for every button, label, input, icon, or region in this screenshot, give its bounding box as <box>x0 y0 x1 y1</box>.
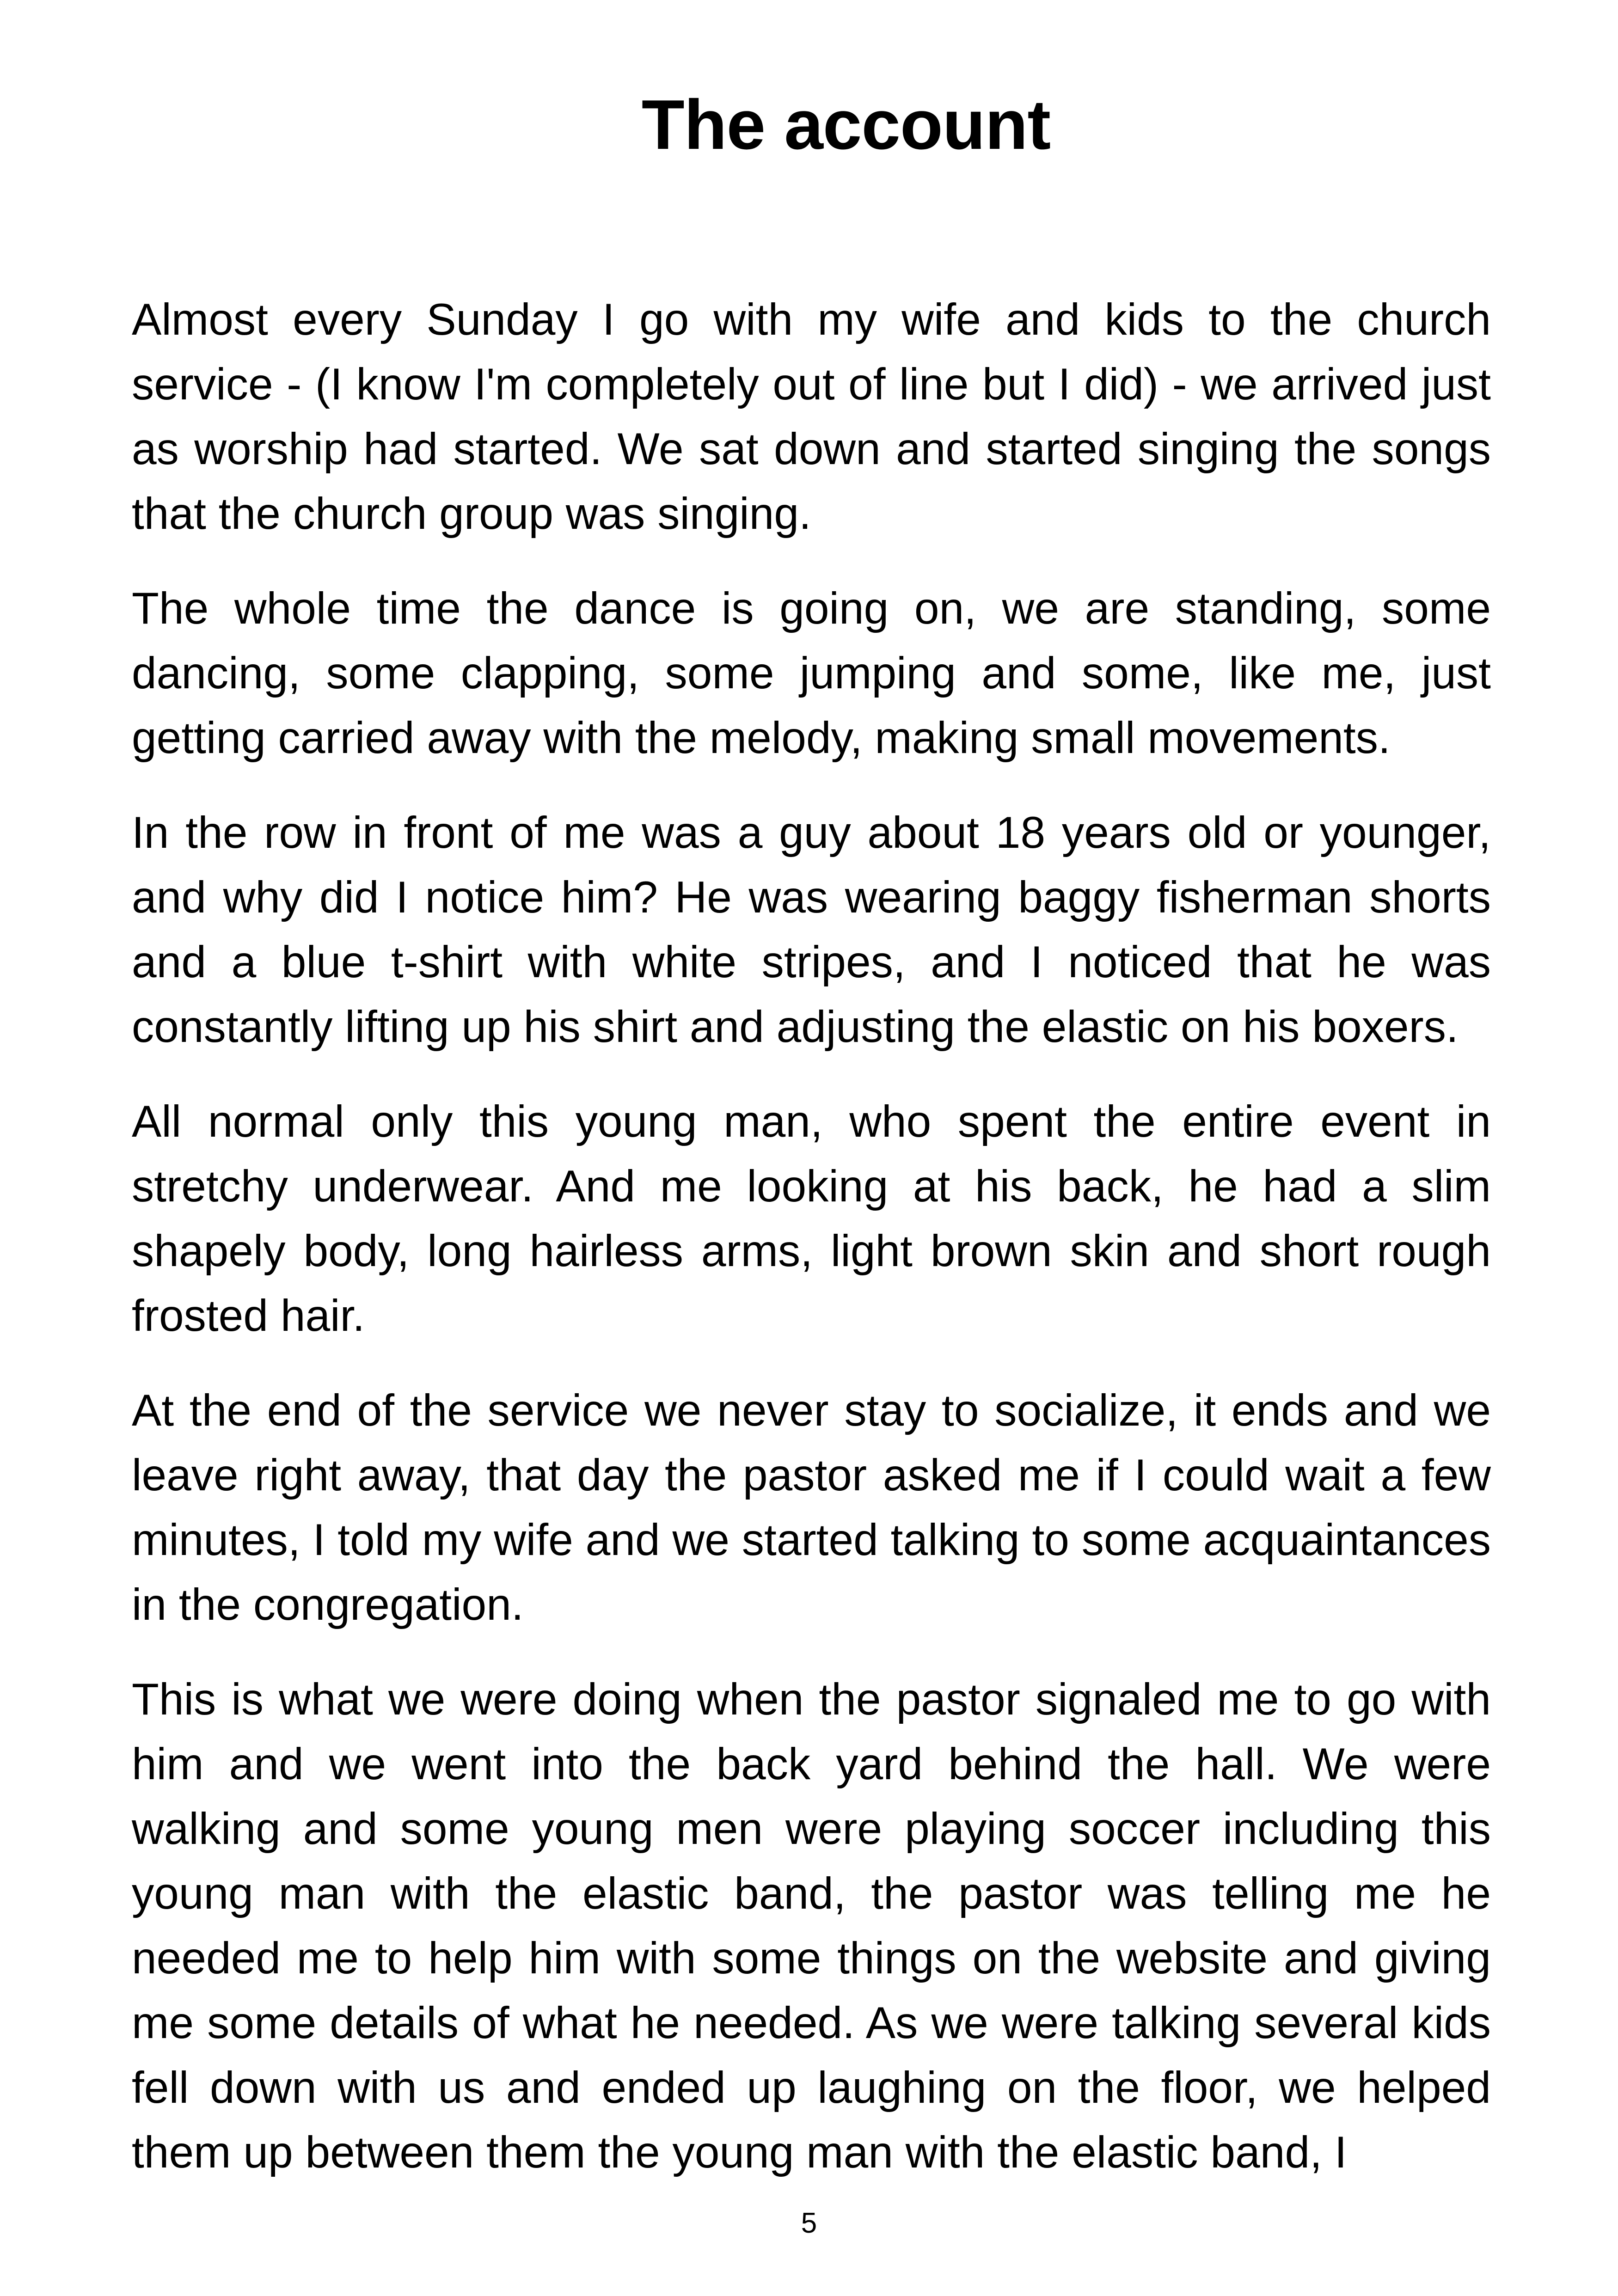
paragraph: At the end of the service we never stay to socialize, it ends and we leave right away, that day the pastor asked me if I could wait a few minutes, I told my wife and we started talking to some acquaintances in the congregation. <box>132 1386 1491 1629</box>
paragraph: Almost every Sunday I go with my wife and kids to the church service - (I know I'm completely out of line but I did) - we arrived just as worship had started. We sat down and started singing the songs that the church group was singing. <box>132 295 1491 539</box>
body-text <box>132 288 1491 2215</box>
paragraph: This is what we were doing when the pastor signaled me to go with him and we went into the back yard behind the hall. We were walking and some young men were playing soccer including this young man with the elastic band, the pastor was telling me he needed me to help him with some things on the website and giving me some details of what he needed. As we were talking several kids fell down with us and ended up laughing on the floor, we helped them up between them the young man with the elastic band, I <box>132 1675 1491 2177</box>
page-title: The account <box>641 86 1051 164</box>
paragraph: In the row in front of me was a guy about 18 years old or younger, and why did I notice him? He was wearing baggy fisherman shorts and a blue t-shirt with white stripes, and I noticed that he was constantly lifting up his shirt and adjusting the elastic on his boxers. <box>132 808 1491 1052</box>
page-number: 5 <box>801 2207 817 2239</box>
paragraph: The whole time the dance is going on, we are standing, some dancing, some clapping, some jumping and some, like me, just getting carried away with the melody, making small movements. <box>132 584 1491 763</box>
paragraph: All normal only this young man, who spent the entire event in stretchy underwear. And me looking at his back, he had a slim shapely body, long hairless arms, light brown skin and short rough frosted hair. <box>132 1097 1491 1341</box>
